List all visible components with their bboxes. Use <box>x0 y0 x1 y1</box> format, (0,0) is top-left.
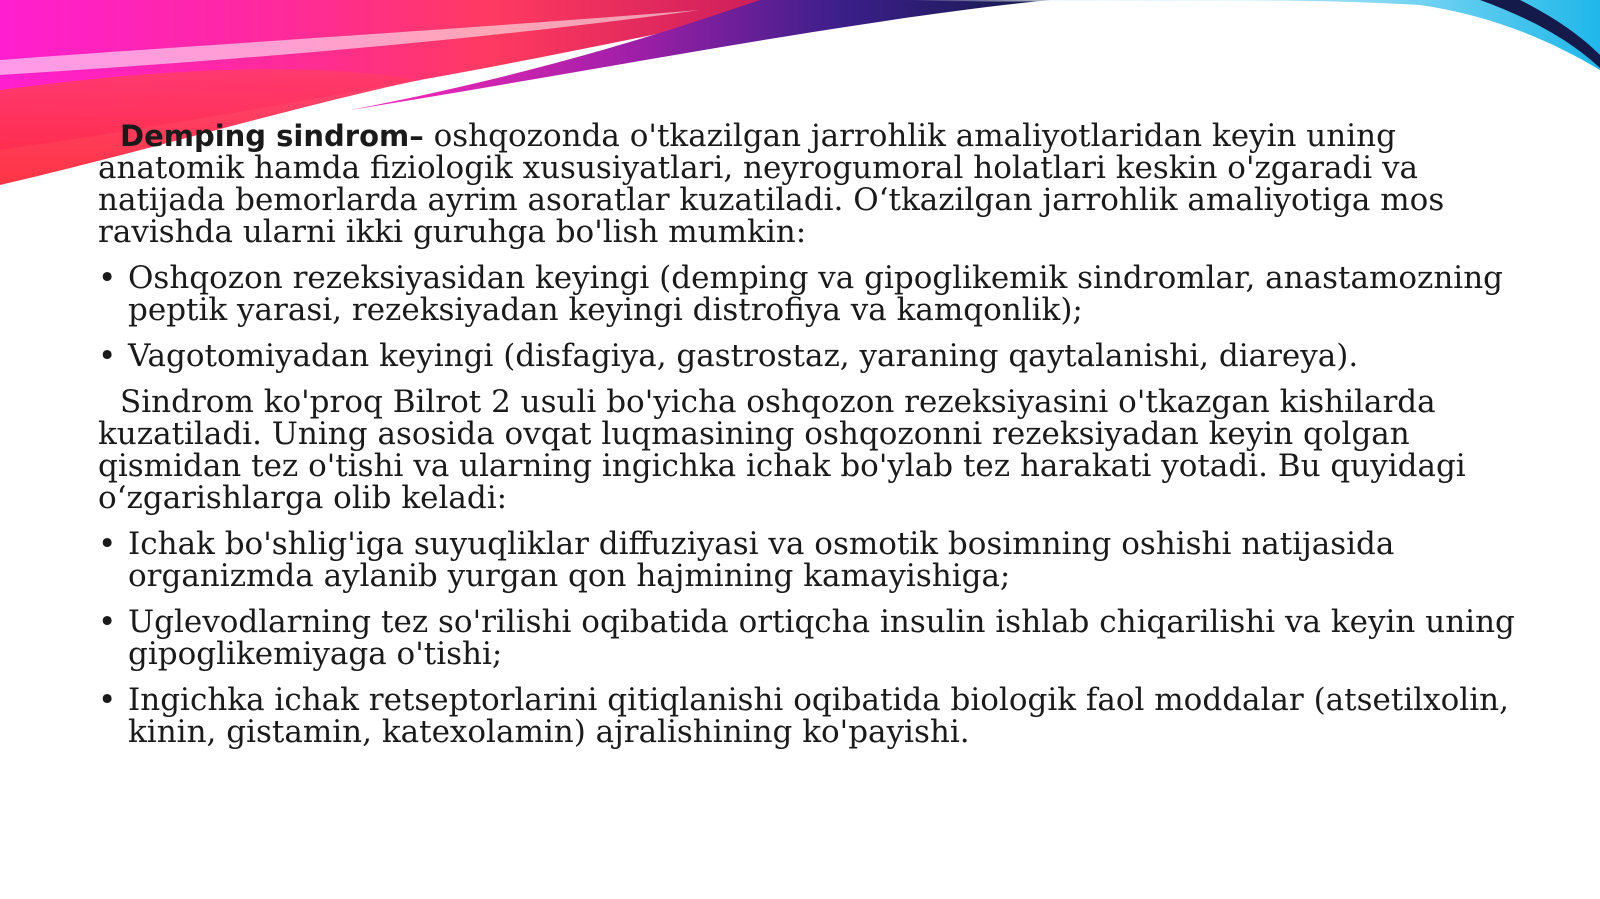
slide-content <box>98 120 1518 762</box>
list-item-text: Uglevodlarning tez so'rilishi oqibatida ortiqcha insulin ishlab chiqarilishi va keyin uning gipoglikemiyaga o'tishi; <box>128 604 1515 672</box>
term-demping-sindrom: Demping sindrom– <box>120 119 424 153</box>
list-item-text: Ichak bo'shlig'iga suyuqliklar diffuziyasi va osmotik bosimning oshishi natijasida organizmda aylanib yurgan qon hajmining kamayishiga; <box>128 526 1395 594</box>
intro-paragraph <box>98 120 1518 248</box>
list-item <box>98 528 1518 592</box>
bullet-icon: • <box>98 682 117 718</box>
list-item-text: Vagotomiyadan keyingi (disfagiya, gastrostaz, yaraning qaytalanishi, diareya). <box>128 338 1359 374</box>
bullet-icon: • <box>98 338 117 374</box>
list-item <box>98 262 1518 326</box>
second-paragraph: Sindrom ko'proq Bilrot 2 usuli bo'yicha oshqozon rezeksiyasini o'tkazgan kishilarda kuzatiladi. Uning asosida ovqat luqmasining oshqozonni rezeksiyadan keyin qolgan qismidan tez o'tishi va ularning ingichka ichak bo'ylab tez harakati yotadi. Bu quyidagi o‘zgarishlarga olib keladi: <box>98 384 1466 516</box>
list-item-text: Ingichka ichak retseptorlarini qitiqlanishi oqibatida biologik faol moddalar (atsetilxolin, kinin, gistamin, katexolamin) ajralishining ko'payishi. <box>128 682 1509 750</box>
list-item <box>98 684 1518 748</box>
surgery-groups-list <box>98 262 1518 372</box>
bullet-icon: • <box>98 260 117 296</box>
list-item-text: Oshqozon rezeksiyasidan keyingi (demping va gipoglikemik sindromlar, anastamozning peptik yarasi, rezeksiyadan keyingi distrofiya va kamqonlik); <box>128 260 1504 328</box>
list-item <box>98 606 1518 670</box>
consequences-list <box>98 528 1518 748</box>
bullet-icon: • <box>98 604 117 640</box>
intro-text: oshqozonda o'tkazilgan jarrohlik amaliyotlaridan keyin uning anatomik hamda fiziologik xususiyatlari, neyrogumoral holatlari keskin o'zgaradi va natijada bemorlarda ayrim asoratlar kuzatiladi. O‘tkazilgan jarrohlik amaliyotiga mos ravishda ularni ikki guruhga bo'lish mumkin: <box>98 118 1445 250</box>
bullet-icon: • <box>98 526 117 562</box>
cyan-swoosh <box>900 0 1600 70</box>
list-item <box>98 340 1518 372</box>
